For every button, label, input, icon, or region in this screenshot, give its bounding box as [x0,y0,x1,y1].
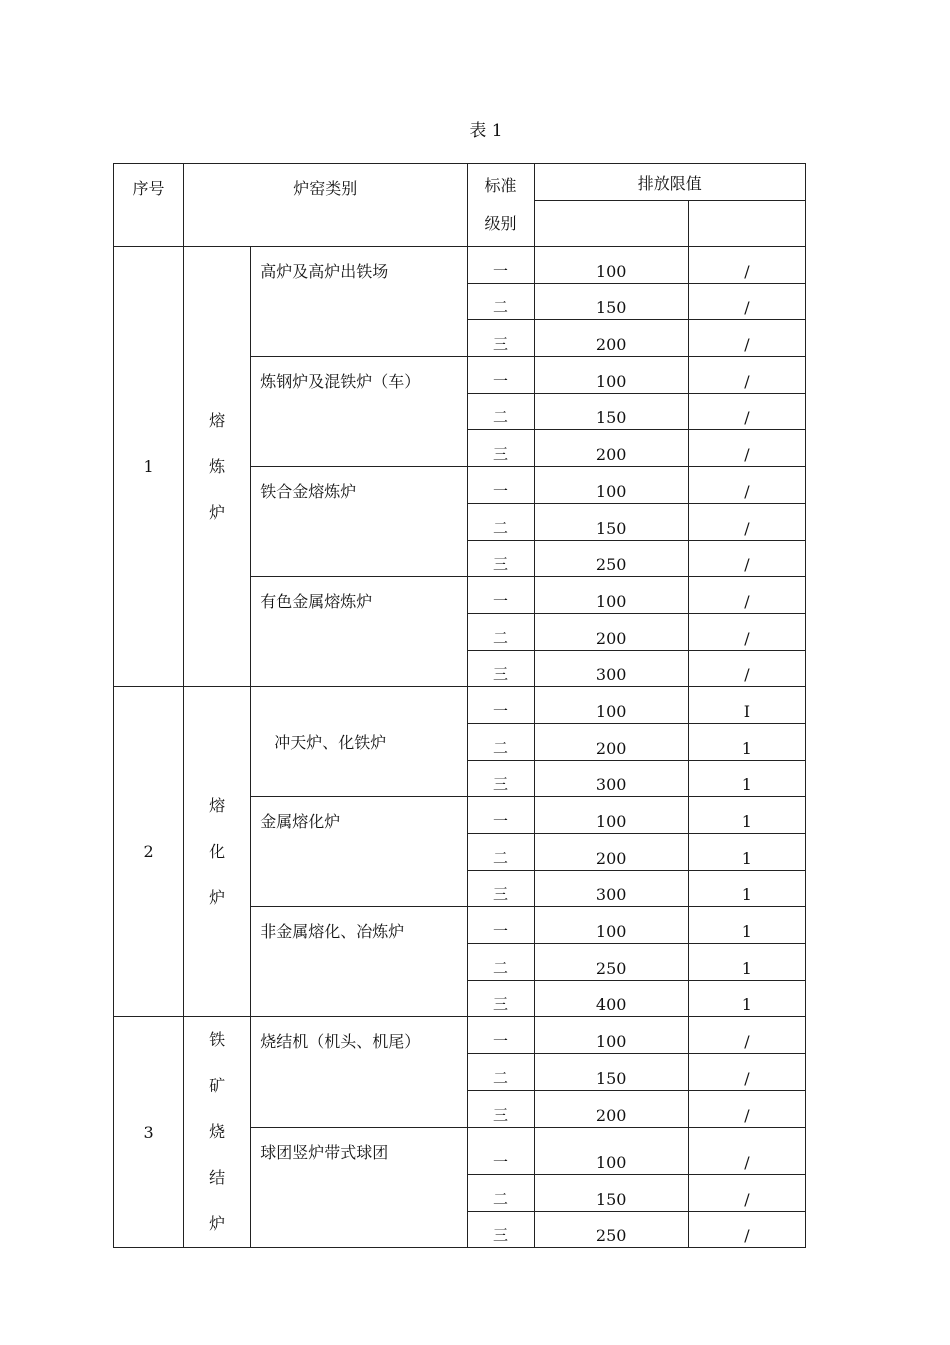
furnace-name: 铁合金熔炼炉 [251,467,467,577]
limit-value-2: 1 [688,870,805,907]
standard-level: 二 [467,613,534,650]
furnace-name: 冲天炉、化铁炉 [251,687,467,797]
limit-value: 100 [534,1017,688,1054]
furnace-name: 烧结机（机头、机尾） [251,1017,467,1127]
furnace-type [184,247,251,687]
standard-level: 三 [467,1211,534,1248]
standard-level: 三 [467,650,534,687]
header-standard-level [467,164,534,247]
furnace-type-char: 熔 [209,410,226,430]
header-std-line1: 标准 [484,176,517,195]
limit-value-2: 1 [688,723,805,760]
limit-value: 100 [534,1127,688,1175]
standard-level: 三 [467,870,534,907]
limit-value-2: / [688,1211,805,1248]
limit-value: 150 [534,393,688,430]
standard-level: 一 [467,247,534,284]
furnace-type-char: 熔 [209,795,226,815]
table-row [114,687,806,724]
standard-level: 一 [467,797,534,834]
header-category: 炉窑类别 [184,164,467,247]
furnace-type-char: 炉 [209,502,226,522]
limit-value: 100 [534,467,688,504]
furnace-type-char: 矿 [209,1076,226,1096]
header-limit-sub1 [534,201,688,247]
furnace-type [184,1017,251,1248]
standard-level: 二 [467,944,534,981]
limit-value: 100 [534,247,688,284]
header-seq: 序号 [114,164,184,247]
furnace-type-char: 炉 [209,1214,226,1234]
limit-value-2: / [688,430,805,467]
limit-value-2: 1 [688,980,805,1017]
emission-limit-table [113,163,806,1248]
furnace-type-char: 铁 [209,1030,226,1050]
limit-value: 300 [534,870,688,907]
limit-value-2: / [688,503,805,540]
limit-value: 150 [534,283,688,320]
limit-value: 200 [534,320,688,357]
limit-value: 250 [534,944,688,981]
header-std-line2: 级别 [484,214,517,233]
group-seq: 2 [114,687,184,1017]
limit-value: 200 [534,723,688,760]
limit-value: 250 [534,540,688,577]
furnace-name: 炼钢炉及混铁炉（车） [251,357,467,467]
limit-value-2: / [688,283,805,320]
standard-level: 一 [467,577,534,614]
limit-value: 100 [534,797,688,834]
header-limit: 排放限值 [534,164,805,201]
standard-level: 一 [467,687,534,724]
standard-level: 三 [467,760,534,797]
limit-value-2: 1 [688,760,805,797]
furnace-type-char: 化 [209,841,226,861]
limit-value: 100 [534,357,688,394]
limit-value: 100 [534,907,688,944]
limit-value: 100 [534,687,688,724]
furnace-name: 有色金属熔炼炉 [251,577,467,687]
furnace-name: 非金属熔化、冶炼炉 [251,907,467,1017]
limit-value: 150 [534,503,688,540]
limit-value-2: / [688,1090,805,1127]
furnace-name: 金属熔化炉 [251,797,467,907]
limit-value-2: I [688,687,805,724]
limit-value-2: / [688,320,805,357]
standard-level: 一 [467,907,534,944]
standard-level: 三 [467,320,534,357]
header-limit-sub2 [688,201,805,247]
limit-value-2: / [688,247,805,284]
limit-value: 300 [534,760,688,797]
limit-value: 200 [534,834,688,871]
limit-value-2: / [688,467,805,504]
limit-value-2: / [688,540,805,577]
furnace-type-char: 炉 [209,887,226,907]
limit-value: 150 [534,1175,688,1212]
table-row [114,247,806,284]
furnace-type-char: 炼 [209,456,226,476]
standard-level: 三 [467,1090,534,1127]
limit-value-2: 1 [688,797,805,834]
limit-value-2: 1 [688,907,805,944]
limit-value-2: / [688,1127,805,1175]
limit-value: 200 [534,1090,688,1127]
limit-value: 400 [534,980,688,1017]
furnace-type [184,687,251,1017]
limit-value-2: / [688,357,805,394]
standard-level: 二 [467,1175,534,1212]
limit-value-2: / [688,1017,805,1054]
standard-level: 一 [467,1127,534,1175]
standard-level: 二 [467,503,534,540]
furnace-type-char: 烧 [209,1122,226,1142]
limit-value-2: 1 [688,834,805,871]
table-caption: 表 1 [469,121,503,141]
furnace-type-char: 结 [209,1168,226,1188]
limit-value-2: / [688,393,805,430]
group-seq: 3 [114,1017,184,1248]
limit-value: 200 [534,613,688,650]
limit-value-2: / [688,1054,805,1091]
limit-value: 250 [534,1211,688,1248]
standard-level: 三 [467,540,534,577]
limit-value: 100 [534,577,688,614]
standard-level: 二 [467,723,534,760]
standard-level: 一 [467,1017,534,1054]
limit-value: 150 [534,1054,688,1091]
limit-value-2: / [688,577,805,614]
limit-value-2: / [688,613,805,650]
standard-level: 三 [467,980,534,1017]
group-seq: 1 [114,247,184,687]
furnace-name: 球团竖炉带式球团 [251,1127,467,1248]
standard-level: 一 [467,357,534,394]
table-row [114,1017,806,1054]
furnace-name: 高炉及高炉出铁场 [251,247,467,357]
standard-level: 二 [467,393,534,430]
standard-level: 二 [467,283,534,320]
limit-value-2: 1 [688,944,805,981]
standard-level: 二 [467,1054,534,1091]
limit-value-2: / [688,650,805,687]
standard-level: 二 [467,834,534,871]
standard-level: 一 [467,467,534,504]
standard-level: 三 [467,430,534,467]
limit-value-2: / [688,1175,805,1212]
limit-value: 200 [534,430,688,467]
limit-value: 300 [534,650,688,687]
